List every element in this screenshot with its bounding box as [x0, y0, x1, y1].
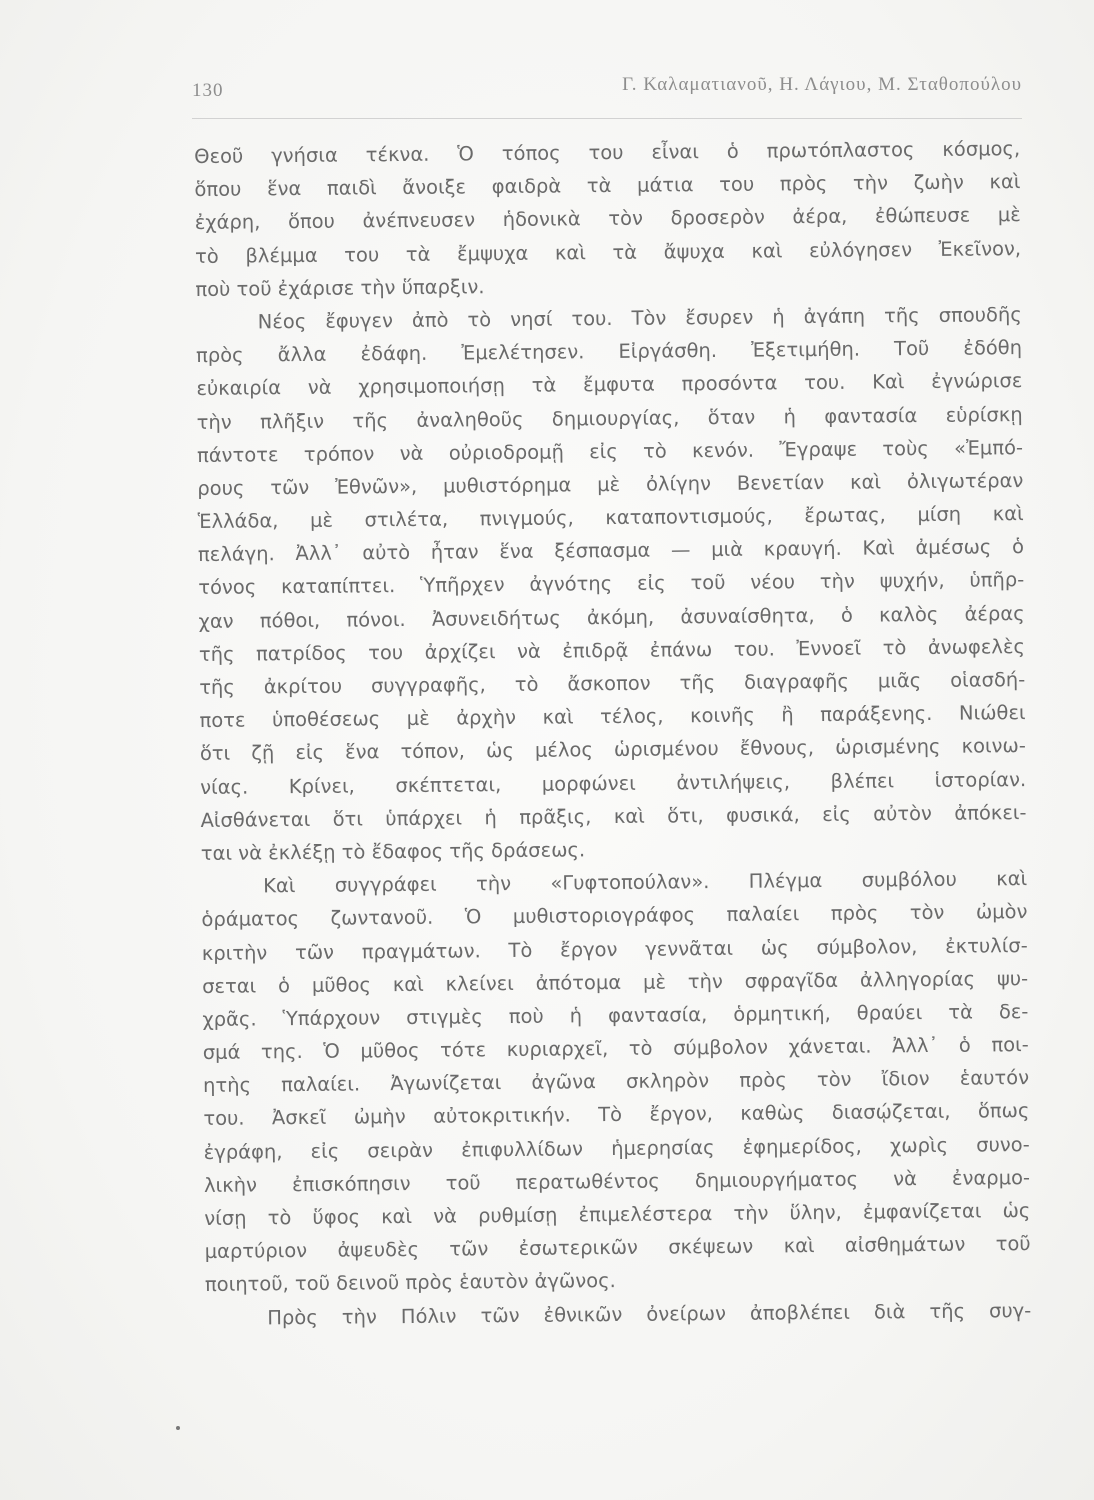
- text-line: χαν πόθοι, πόνοι. Ἀσυνειδήτως ἀκόμη, ἀσυναίσθητα, ὁ καλὸς ἀέρας: [198, 601, 1025, 633]
- text-line: ποτε ὑποθέσεως μὲ ἀρχὴν καὶ τέλος, κοινῆς ἢ παράξενης. Νιώθει: [199, 701, 1026, 733]
- text-line: σμά της. Ὁ μῦθος τότε κυριαρχεῖ, τὸ σύμβολον χάνεται. Ἀλλ᾿ ὁ ποι-: [202, 1033, 1029, 1065]
- scan-speck: [176, 1426, 180, 1430]
- text-line: ἐγράφη, εἰς σειρὰν ἐπιφυλλίδων ἡμερησίας ἐφημερίδος, χωρὶς συνο-: [203, 1132, 1030, 1164]
- text-line: Αἰσθάνεται ὅτι ὑπάρχει ἡ πρᾶξις, καὶ ὅτι, φυσικά, εἰς αὐτὸν ἀπόκει-: [200, 800, 1027, 832]
- text-line: τῆς ἀκρίτου συγγραφῆς, τὸ ἄσκοπον τῆς διαγραφῆς μιᾶς οἱασδή-: [199, 668, 1026, 699]
- text-line: Θεοῦ γνήσια τέκνα. Ὁ τόπος του εἶναι ὁ πρωτόπλαστος κόσμος,: [194, 137, 1021, 168]
- text-line: χρᾶς. Ὑπάρχουν στιγμὲς ποὺ ἡ φαντασία, ὁρμητική, θραύει τὰ δε-: [202, 999, 1029, 1031]
- text-line: πάντοτε τρόπον νὰ οὐριοδρομῇ εἰς τὸ κενόν. Ἔγραψε τοὺς «Ἐμπό-: [196, 435, 1024, 467]
- text-line: ποὺ τοῦ ἐχάρισε τὴν ὕπαρξιν.: [195, 274, 485, 301]
- text-line: κριτὴν τῶν πραγμάτων. Τὸ ἔργον γεννᾶται ὡς σύμβολον, ἐκτυλίσ-: [201, 933, 1028, 965]
- text-line: Καὶ συγγράφει τὴν «Γυφτοπούλαν». Πλέγμα συμβόλου καὶ: [263, 867, 1028, 898]
- text-line: τὸ βλέμμα του τὰ ἔμψυχα καὶ τὰ ἄψυχα καὶ εὐλόγησεν Ἐκεῖνον,: [195, 236, 1022, 268]
- text-line: ποιητοῦ, τοῦ δεινοῦ πρὸς ἑαυτὸν ἀγῶνος.: [204, 1269, 616, 1297]
- text-line: νίσῃ τὸ ὕφος καὶ νὰ ρυθμίσῃ ἐπιμελέστερα τὴν ὕλην, ἐμφανίζεται ὡς: [204, 1199, 1031, 1230]
- text-line: εὐκαιρία νὰ χρησιμοποιήσῃ τὰ ἔμφυτα προσόντα του. Καὶ ἐγνώρισε: [196, 369, 1023, 401]
- paragraph-3: [201, 862, 1031, 1301]
- text-line: μαρτύριον ἀψευδὲς τῶν ἐσωτερικῶν σκέψεων καὶ αἰσθημάτων τοῦ: [204, 1232, 1031, 1264]
- text-line: Νέος ἔφυγεν ἀπὸ τὸ νησί του. Τὸν ἔσυρεν ἡ ἀγάπη τῆς σπουδῆς: [257, 303, 1022, 334]
- text-line: τόνος καταπίπτει. Ὑπῆρχεν ἀγνότης εἰς τοῦ νέου τὴν ψυχήν, ὑπῆρ-: [198, 568, 1025, 600]
- page-number: 130: [192, 80, 224, 101]
- text-line: τὴν πλῆξιν τῆς ἀναληθοῦς δημιουργίας, ὅταν ἡ φαντασία εὑρίσκῃ: [196, 402, 1023, 434]
- text-line: νίας. Κρίνει, σκέπτεται, μορφώνει ἀντιλήψεις, βλέπει ἱστορίαν.: [200, 767, 1027, 799]
- text-line: ται νὰ ἐκλέξῃ τὸ ἔδαφος τῆς δράσεως.: [200, 838, 586, 865]
- text-line: ὅτι ζῇ εἰς ἕνα τόπον, ὡς μέλος ὡρισμένου ἔθνους, ὡρισμένης κοινω-: [199, 734, 1026, 766]
- paragraph-4: [205, 1294, 1031, 1335]
- text-line: ητὴς παλαίει. Ἀγωνίζεται ἀγῶνα σκληρὸν πρὸς τὸν ἴδιον ἑαυτόν: [202, 1066, 1030, 1098]
- running-head: Γ. Καλαματιανοῦ, Η. Λάγιου, Μ. Σταθοπούλου: [622, 74, 1022, 95]
- text-line: λικὴν ἐπισκόπησιν τοῦ περατωθέντος δημιουργήματος νὰ ἐναρμο-: [203, 1165, 1031, 1197]
- page-header: [192, 70, 1022, 110]
- text-line: ὅπου ἕνα παιδὶ ἄνοιξε φαιδρὰ τὰ μάτια του πρὸς τὴν ζωὴν καὶ: [194, 170, 1021, 202]
- text-line: σεται ὁ μῦθος καὶ κλείνει ἀπότομα μὲ τὴν σφραγῖδα ἀλληγορίας ψυ-: [202, 966, 1029, 998]
- paragraph-1: [194, 132, 1022, 306]
- body-text: [194, 132, 1031, 1335]
- text-line: πελάγη. Ἀλλ᾿ αὐτὸ ἦταν ἕνα ξέσπασμα — μιὰ κραυγή. Καὶ ἀμέσως ὁ: [197, 535, 1025, 567]
- text-line: του. Ἀσκεῖ ὠμὴν αὐτοκριτικήν. Τὸ ἔργον, καθὼς διασῴζεται, ὅπως: [203, 1099, 1030, 1131]
- text-line: ἐχάρη, ὅπου ἀνέπνευσεν ἡδονικὰ τὸν δροσερὸν ἀέρα, ἐθώπευσε μὲ: [194, 203, 1021, 235]
- text-line: ρους τῶν Ἐθνῶν», μυθιστόρημα μὲ ὀλίγην Βενετίαν καὶ ὀλιγωτέραν: [197, 468, 1024, 500]
- paragraph-2: [196, 298, 1027, 870]
- text-line: Πρὸς τὴν Πόλιν τῶν ἐθνικῶν ὀνείρων ἀποβλέπει διὰ τῆς συγ-: [267, 1298, 1032, 1329]
- text-line: πρὸς ἄλλα ἐδάφη. Ἐμελέτησεν. Εἰργάσθη. Ἐξετιμήθη. Τοῦ ἐδόθη: [195, 336, 1023, 368]
- text-line: Ἑλλάδα, μὲ στιλέτα, πνιγμούς, καταποντισμούς, ἔρωτας, μίση καὶ: [197, 502, 1024, 534]
- text-line: τῆς πατρίδος του ἀρχίζει νὰ ἐπιδρᾷ ἐπάνω του. Ἐννοεῖ τὸ ἀνωφελὲς: [198, 634, 1026, 666]
- text-line: ὁράματος ζωντανοῦ. Ὁ μυθιστοριογράφος παλαίει πρὸς τὸν ὠμὸν: [201, 900, 1028, 932]
- header-rule: [192, 118, 1022, 119]
